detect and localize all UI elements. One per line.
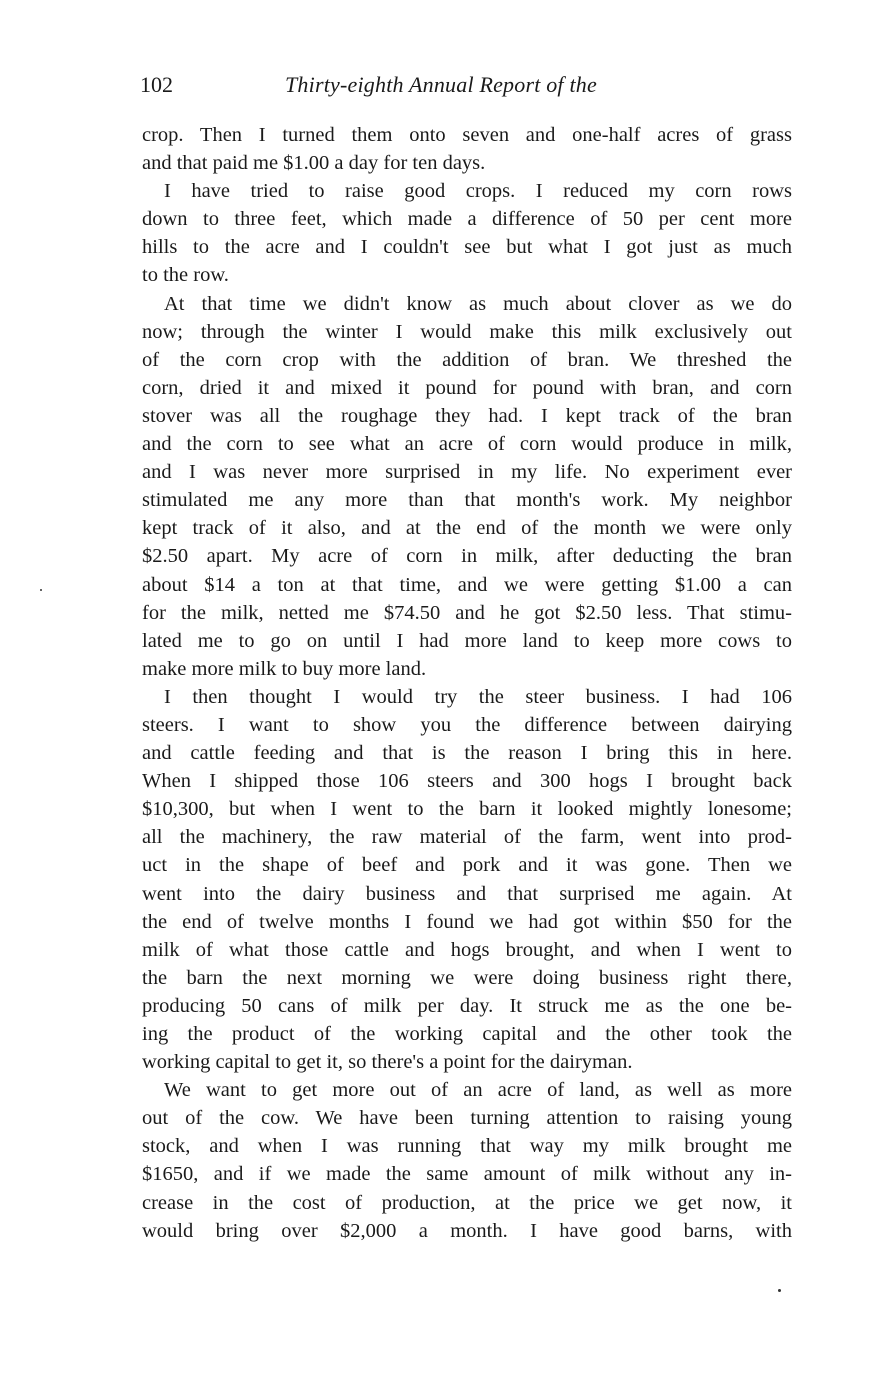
text-line: to the row. [142,264,229,287]
text-line: and I was never more surprised in my life. No experiment ever [142,461,792,484]
text-line: hills to the acre and I couldn't see but what I got just as much [142,236,792,259]
text-line: down to three feet, which made a difference of 50 per cent more [142,208,792,231]
text-line: I then thought I would try the steer business. I had 106 [164,685,792,708]
text-line: of the corn crop with the addition of bran. We threshed the [142,348,792,371]
text-line: and cattle feeding and that is the reason I bring this in here. [142,742,792,765]
text-line: steers. I want to show you the difference between dairying [142,713,792,736]
paragraph [142,683,792,1076]
text-line: working capital to get it, so there's a point for the dairyman. [142,1051,633,1074]
text-line: At that time we didn't know as much about clover as we do [164,292,792,315]
paragraph [142,121,792,177]
running-title: Thirty-eighth Annual Report of the [285,72,597,97]
text-line: went into the dairy business and that surprised me again. At [142,882,792,905]
text-line: stover was all the roughage they had. I kept track of the bran [142,404,792,427]
text-line: out of the cow. We have been turning attention to raising young [142,1107,792,1130]
text-line: milk of what those cattle and hogs brought, and when I went to [142,938,792,961]
scan-speck [40,589,42,591]
paragraph [142,290,792,683]
text-line: lated me to go on until I had more land to keep more cows to [142,629,792,652]
text-line: for the milk, netted me $74.50 and he got $2.50 less. That stimu- [142,601,792,624]
text-line: all the machinery, the raw material of the farm, went into prod- [142,826,792,849]
text-line: about $14 a ton at that time, and we were getting $1.00 a can [142,573,792,596]
text-line: and the corn to see what an acre of corn would produce in milk, [142,433,792,456]
text-line: uct in the shape of beef and pork and it was gone. Then we [142,854,792,877]
text-line: stimulated me any more than that month's work. My neighbor [142,489,792,512]
text-line: $2.50 apart. My acre of corn in milk, after deducting the bran [142,545,792,568]
text-line: the barn the next morning we were doing business right there, [142,966,792,989]
body-text [142,121,792,1245]
text-line: the end of twelve months I found we had got within $50 for the [142,910,792,933]
text-line: crop. Then I turned them onto seven and one-half acres of grass [142,124,792,146]
text-line: stock, and when I was running that way my milk brought me [142,1135,792,1158]
paragraph [142,177,792,289]
text-line: and that paid me $1.00 a day for ten days. [142,152,486,175]
text-line: We want to get more out of an acre of land, as well as more [164,1079,792,1102]
text-line: When I shipped those 106 steers and 300 hogs I brought back [142,770,792,793]
text-line: crease in the cost of production, at the price we get now, it [142,1191,792,1214]
page-number: 102 [140,72,173,97]
text-line: kept track of it also, and at the end of the month we were only [142,517,792,540]
text-line: I have tried to raise good crops. I reduced my corn rows [164,180,792,203]
text-line: ing the product of the working capital and the other took the [142,1023,792,1045]
text-line: $10,300, but when I went to the barn it looked mightly lonesome; [142,798,792,821]
text-line: $1650, and if we made the same amount of milk without any in- [142,1163,792,1186]
text-line: make more milk to buy more land. [142,657,427,680]
paragraph [142,1076,792,1245]
text-line: corn, dried it and mixed it pound for pound with bran, and corn [142,376,792,399]
text-line: now; through the winter I would make this milk exclusively out [142,320,792,343]
page-header [140,70,800,104]
text-line: producing 50 cans of milk per day. It struck me as the one be- [142,994,792,1017]
scan-speck [778,1289,781,1292]
text-line: would bring over $2,000 a month. I have good barns, with [142,1219,792,1242]
